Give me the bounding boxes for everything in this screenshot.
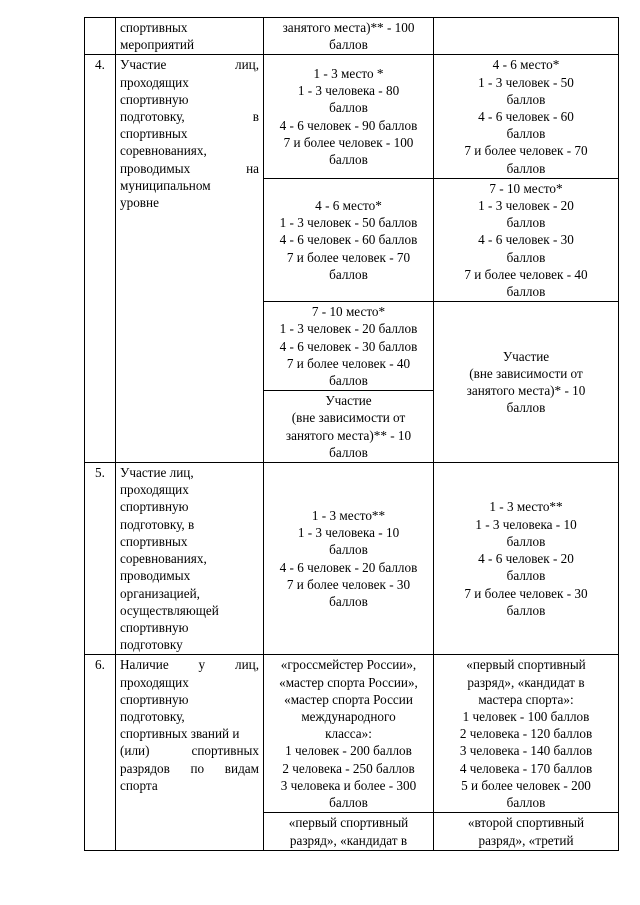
description-line: спортивную [120,619,189,635]
criteria-cell-col3-block3 [434,302,619,463]
criteria-line: 7 и более человек - 70 [286,249,411,265]
criteria-line: баллов [506,794,546,810]
criteria-line: баллов [506,284,546,300]
criteria-line: (вне зависимости от [469,365,583,381]
criteria-line: класса»: [325,726,372,742]
row-number: 6. [85,655,116,850]
table-row-5 [85,463,619,655]
criteria-cell-col2-block1 [264,55,434,178]
criteria-line: баллов [506,533,546,549]
row-description [116,18,264,55]
description-line: соревнованиях, [120,551,207,567]
criteria-line: баллов [329,100,368,116]
description-line: спорта [120,777,158,793]
criteria-line: «гроссмейстер России», [280,657,417,673]
description-line: соревнованиях, [120,143,207,159]
criteria-line: 4 - 6 человек - 30 [478,232,574,248]
criteria-line: «мастер спорта России», [279,674,418,690]
description-line: спортивную [120,499,189,515]
description-line: мероприятий [120,37,195,53]
description-line: организацией, [120,585,200,601]
criteria-line: «мастер спорта России [284,691,413,707]
description-line: спортивных [120,20,188,35]
criteria-line: Участие [325,393,372,409]
criteria-line: 4 человека - 170 баллов [459,760,593,776]
criteria-line: 7 - 10 место* [311,304,386,320]
description-line: подготовку, [120,708,185,724]
description-line: спортивную [120,691,189,707]
criteria-line: 1 - 3 человека - 10 [297,525,400,541]
criteria-table [84,17,619,851]
description-line: осуществляющей [120,602,219,618]
criteria-line: баллов [329,152,368,168]
row-description [116,55,264,463]
description-line: Участие лиц, [120,465,194,481]
row-number: 5. [85,463,116,655]
description-line: спортивных [120,533,188,549]
description-line: проходящих [120,482,189,498]
criteria-line: 7 и более человек - 100 [283,134,414,150]
criteria-line: баллов [506,602,546,618]
criteria-line: 1 - 3 место** [489,499,563,515]
criteria-line: 1 - 3 человек - 20 [478,198,574,214]
row-description [116,655,264,850]
criteria-line: 4 - 6 человек - 30 баллов [279,338,418,354]
criteria-cell-col2-block2 [264,813,434,850]
criteria-line: баллов [329,373,368,389]
criteria-line: баллов [506,568,546,584]
criteria-line: 5 и более человек - 200 [461,777,591,793]
criteria-line: 1 - 3 человек - 20 баллов [279,321,418,337]
criteria-cell-col2-block3 [264,302,434,391]
criteria-line: 2 человека - 250 баллов [282,760,415,776]
criteria-cell-col2-block2 [264,178,434,301]
criteria-line: баллов [506,249,546,265]
criteria-line: 4 - 6 место* [315,198,382,214]
criteria-cell-col3-block2 [434,178,619,301]
criteria-line: баллов [506,400,546,416]
criteria-line: 1 - 3 человек - 50 баллов [279,215,418,231]
table-row-4 [85,55,619,178]
criteria-line: разряд», «кандидат в [467,674,585,690]
criteria-line: 1 человек - 100 баллов [462,708,590,724]
criteria-line: (вне зависимости от [291,410,406,426]
criteria-line: разряд», «кандидат в [289,832,408,848]
criteria-cell-col3-block1 [434,655,619,813]
criteria-line: 7 и более человек - 40 [286,355,411,371]
criteria-line: 4 - 6 человек - 60 баллов [279,232,418,248]
criteria-line: занятого места)** - 100 [282,20,415,35]
criteria-line: занятого места)* - 10 [466,383,586,399]
criteria-line: 1 - 3 место * [313,66,384,81]
criteria-line: 4 - 6 место* [492,57,560,73]
criteria-line: баллов [506,160,546,176]
criteria-line: мастера спорта»: [478,691,574,707]
criteria-line: 1 человек - 200 баллов [285,743,412,759]
criteria-line: 7 и более человек - 70 [464,143,588,159]
row-number: 4. [85,55,116,463]
criteria-cell-col2 [264,18,434,55]
criteria-line: баллов [506,215,546,231]
criteria-line: 7 и более человек - 30 [286,576,411,592]
table-row-6 [85,655,619,813]
criteria-cell-col2-block1 [264,655,434,813]
row-description [116,463,264,655]
criteria-line: 7 - 10 место* [489,180,563,196]
criteria-line: баллов [329,266,368,282]
criteria-line: занятого места)** - 10 [285,427,412,443]
description-line: разрядов по видам [120,760,259,776]
criteria-line: 7 и более человек - 30 [464,585,588,601]
criteria-cell-col2 [264,463,434,655]
criteria-line: 4 - 6 человек - 20 [478,551,574,567]
criteria-cell-col3-block1 [434,55,619,178]
criteria-cell-col2-block4 [264,391,434,463]
criteria-line: баллов [329,444,368,460]
criteria-line: баллов [329,37,368,53]
criteria-line: 4 - 6 человек - 20 баллов [279,559,418,575]
description-line: (или) спортивных [120,743,259,759]
description-line: подготовку, в [120,516,195,532]
description-line: Участие лиц, [120,57,259,73]
criteria-line: баллов [329,594,368,610]
criteria-line: «второй спортивный [467,815,585,831]
criteria-cell-col3-block2 [434,813,619,850]
description-line: муниципальном [120,177,211,193]
description-line: уровне [120,195,159,211]
criteria-line: 4 - 6 человек - 90 баллов [279,117,418,133]
criteria-cell-col3 [434,18,619,55]
criteria-line: 7 и более человек - 40 [464,266,588,282]
criteria-line: 4 - 6 человек - 60 [478,109,574,125]
criteria-line: Участие [502,348,550,364]
description-line: проводимых [120,568,191,584]
description-line: спортивных [120,126,188,142]
criteria-line: разряд», «третий [478,832,574,848]
description-line: проходящих [120,74,189,90]
criteria-line: 3 человека - 140 баллов [459,743,593,759]
description-line: подготовку, в [120,109,259,125]
criteria-line: 1 - 3 место** [311,508,386,524]
criteria-line: баллов [329,794,368,810]
criteria-line: 2 человека - 120 баллов [459,726,593,742]
description-line: спортивных званий и [120,726,240,742]
description-line: спортивную [120,91,189,107]
criteria-line: «первый спортивный [288,815,409,831]
description-line: проходящих [120,674,189,690]
criteria-line: 3 человека и более - 300 [280,777,417,793]
criteria-line: 1 - 3 человека - 10 [475,516,577,532]
criteria-line: 1 - 3 человека - 80 [297,83,400,99]
criteria-cell-col3 [434,463,619,655]
criteria-line: баллов [329,542,368,558]
criteria-line: международного [301,708,396,724]
table-row-continuation [85,18,619,55]
row-number-cell [85,18,116,55]
description-line: Наличие у лиц, [120,657,259,673]
criteria-line: баллов [506,126,546,142]
criteria-line: «первый спортивный [466,657,586,673]
criteria-line: баллов [506,91,546,107]
description-line: подготовку [120,637,183,653]
description-line: проводимых на [120,160,259,176]
criteria-line: 1 - 3 человек - 50 [478,74,574,90]
